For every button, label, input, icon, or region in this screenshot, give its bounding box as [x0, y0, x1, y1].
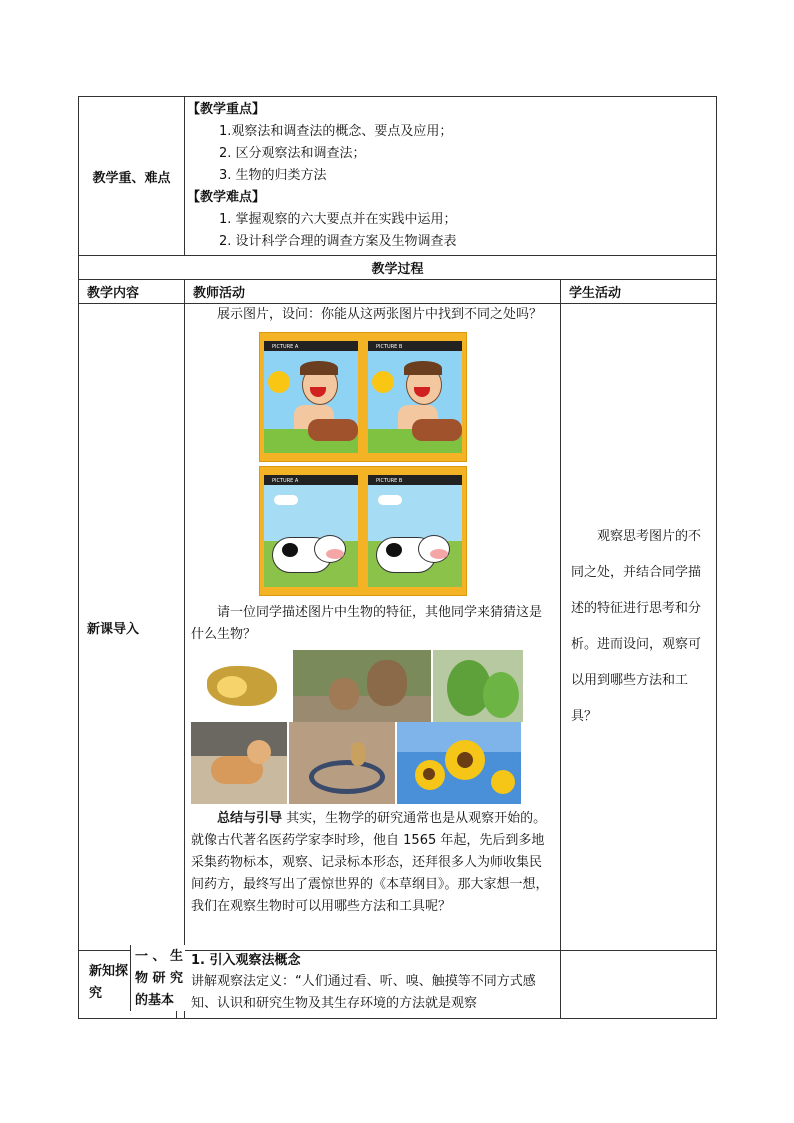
picture-a-label: PICTURE A: [272, 344, 299, 350]
picture-a-label: PICTURE A: [272, 478, 299, 484]
spot-difference-image-cow: [259, 466, 467, 596]
column-header-row: [79, 280, 717, 304]
lesson-plan-table: [78, 96, 717, 1019]
summary-label: 总结与引导: [217, 811, 283, 826]
focus-content: [185, 97, 717, 256]
key-point-item: 2. 区分观察法和调查法；: [219, 146, 366, 161]
col-content: 教学内容: [79, 280, 185, 304]
organism-photos-row-2: [185, 722, 560, 806]
difficulty-header: 【教学难点】: [187, 190, 266, 205]
focus-row: [79, 97, 717, 256]
monkey-photo: [293, 650, 431, 722]
picture-a-panel: [264, 475, 358, 587]
explore-student-cell: [561, 951, 717, 1019]
durian-photo: [191, 654, 291, 718]
picture-b-panel: [368, 341, 462, 453]
intro-student-cell: [561, 304, 717, 951]
focus-label: 教学重、难点: [79, 97, 185, 256]
key-point-item: 1.观察法和调查法的概念、要点及应用；: [219, 124, 453, 139]
snake-photo: [289, 722, 395, 804]
explore-teacher-cell: [185, 951, 561, 1019]
intro-row: [79, 304, 717, 951]
intro-describe-prompt: 请一位同学描述图片中生物的特征，其他同学来猜猜这是什么生物？: [191, 605, 543, 642]
dog-photo: [191, 722, 287, 804]
explore-text: 讲解观察法定义：“人们通过看、听、嗅、触摸等不同方式感知、认识和研究生物及其生存环境的方法就是观察: [191, 974, 536, 1011]
picture-b-label: PICTURE B: [376, 344, 403, 350]
spot-difference-image-boy: [259, 332, 467, 462]
col-student: 学生活动: [561, 280, 717, 304]
key-point-item: 3. 生物的归类方法: [219, 168, 327, 183]
intro-student-activity: 观察思考图片的不同之处，并结合同学描述的特征进行思考和分析。进而设问，观察可以用到哪些方法和工具？: [571, 529, 702, 724]
picture-a-panel: [264, 341, 358, 453]
explore-sub-label-text: 一、生物研究的基本: [135, 949, 183, 1008]
difficulty-item: 1. 掌握观察的六大要点并在实践中运用；: [219, 212, 457, 227]
intro-label: 新课导入: [79, 304, 185, 951]
difficulty-item: 2. 设计科学合理的调查方案及生物调查表: [219, 234, 457, 249]
picture-b-panel: [368, 475, 462, 587]
process-title: 教学过程: [79, 256, 717, 280]
cactus-photo: [433, 650, 523, 722]
intro-teacher-cell: [185, 304, 561, 951]
sunflower-photo: [397, 722, 521, 804]
explore-heading: 1. 引入观察法概念: [191, 953, 301, 968]
explore-sub-label-box: [130, 945, 185, 1011]
organism-photos-row-1: [185, 650, 560, 722]
explore-label-text: 新知探究: [89, 964, 129, 1001]
picture-b-label: PICTURE B: [376, 478, 403, 484]
intro-question: 展示图片，设问：你能从这两张图片中找到不同之处吗？: [217, 307, 543, 322]
intro-summary: [185, 808, 560, 918]
col-teacher: 教师活动: [185, 280, 561, 304]
lesson-plan-page: [78, 96, 716, 1019]
key-points-header: 【教学重点】: [187, 102, 266, 117]
summary-text: 其实，生物学的研究通常也是从观察开始的。就像古代著名医药学家李时珍，他自 1565 年起，先后到多地采集药物标本，观察、记录标本形态，还拜很多人为师收集民间药方，最终写出了震惊世界的《本草纲目》。那大家想一想，我们在观察生物时可以用哪些方法和工具呢？: [191, 811, 549, 914]
